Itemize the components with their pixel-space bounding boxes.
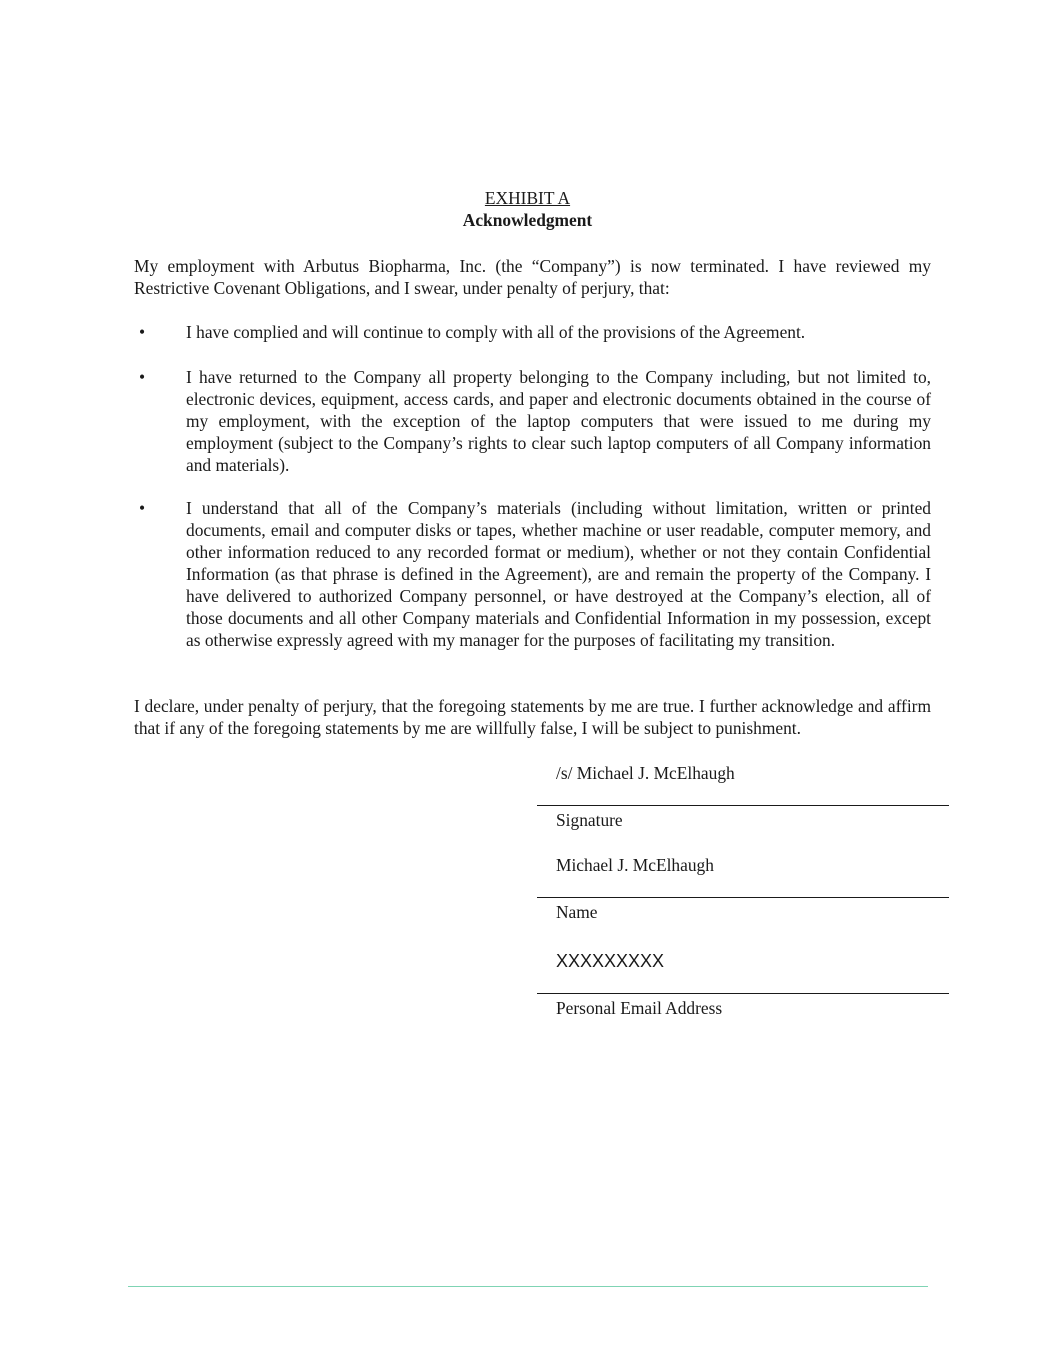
- email-value: XXXXXXXXX: [556, 951, 665, 971]
- name-label: Name: [556, 902, 598, 922]
- bullet-marker: •: [139, 498, 146, 518]
- signature-line: [537, 805, 949, 806]
- name-line: [537, 897, 949, 898]
- bullet-item-compliance: I have complied and will continue to comply with all of the provisions of the Agreement.: [186, 322, 806, 342]
- intro-paragraph: My employment with Arbutus Biopharma, Inc. (the “Company”) is now terminated. I have reviewed my Restrictive Covenant Obligations, and I swear, under penalty of perjury, that:: [134, 256, 931, 298]
- bullet-marker: •: [139, 367, 146, 387]
- declaration-paragraph: I declare, under penalty of perjury, that the foregoing statements by me are true. I further acknowledge and affirm that if any of the foregoing statements by me are willfully false, I will be subject to punishment.: [134, 696, 931, 738]
- exhibit-title: EXHIBIT A: [484, 188, 571, 208]
- name-value: Michael J. McElhaugh: [556, 855, 714, 875]
- bullet-item-property-returned: I have returned to the Company all property belonging to the Company including, but not limited to, electronic devices, equipment, access cards, and paper and electronic documents obtained in the course of my employment, with the exception of the laptop computers that were issued to me during my employment (subject to the Company’s rights to clear such laptop computers of all Company information and materials).: [186, 367, 931, 475]
- exhibit-subtitle: Acknowledgment: [462, 210, 593, 230]
- bullet-item-materials: I understand that all of the Company’s materials (including without limitation, written or printed documents, email and computer disks or tapes, whether machine or user readable, computer memory, and other information reduced to any recorded format or medium), whether or not they contain Confidential Information (as that phrase is defined in the Agreement), are and remain the property of the Company. I have delivered to authorized Company personnel, or have destroyed at the Company’s election, all of those documents and all other Company materials and Confidential Information in my possession, except as otherwise expressly agreed with my manager for the purposes of facilitating my transition.: [186, 498, 931, 650]
- signature-value: /s/ Michael J. McElhaugh: [556, 763, 735, 783]
- footer-rule: [128, 1286, 928, 1287]
- email-label: Personal Email Address: [556, 998, 723, 1018]
- email-line: [537, 993, 949, 994]
- signature-label: Signature: [556, 810, 623, 830]
- bullet-marker: •: [139, 322, 146, 342]
